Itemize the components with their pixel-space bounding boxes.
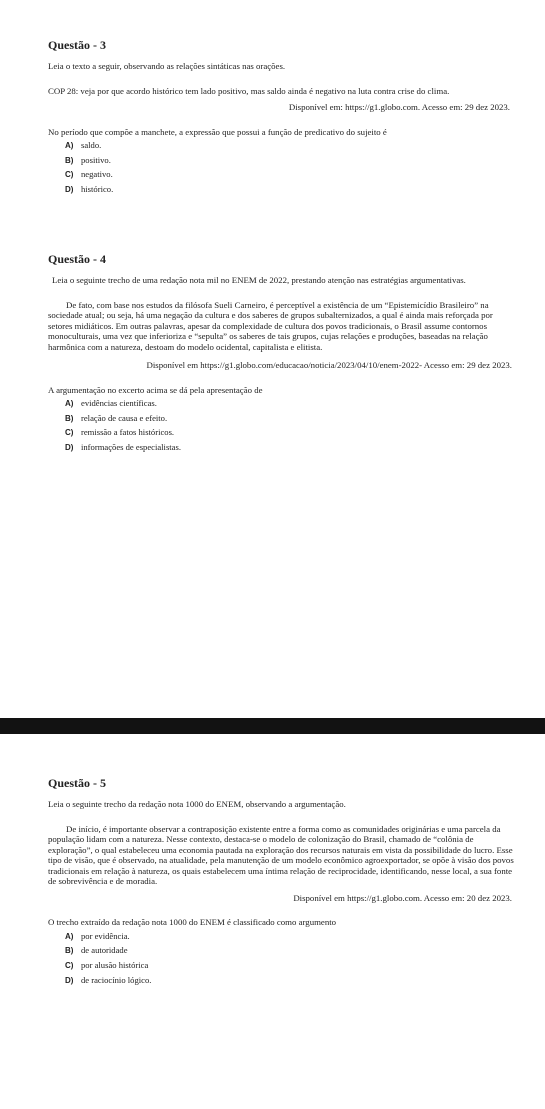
document-page-2: [0, 734, 545, 1109]
option-b[interactable]: [65, 411, 518, 426]
option-text: por alusão histórica: [81, 959, 149, 970]
question-title: Questão - 3: [48, 38, 106, 52]
option-b[interactable]: [65, 943, 518, 958]
option-letter: C): [65, 960, 74, 970]
option-text: positivo.: [81, 154, 111, 165]
headline-text: COP 28: veja por que acordo histórico tem lado positivo, mas saldo ainda é negativo na luta contra crise do clima.: [48, 85, 450, 96]
option-text: relação de causa e efeito.: [81, 412, 168, 423]
option-letter: D): [65, 975, 74, 985]
option-letter: A): [65, 399, 74, 408]
question-title: Questão - 5: [48, 776, 106, 790]
option-a[interactable]: [65, 138, 518, 153]
option-text: negativo.: [81, 169, 113, 180]
option-a[interactable]: [65, 929, 518, 944]
option-text: informações de especialistas.: [81, 442, 181, 453]
question-3: [48, 38, 518, 197]
question-prompt: No período que compõe a manchete, a expressão que possui a função de predicativo do sujeito é: [48, 126, 387, 137]
answer-options: [48, 929, 518, 988]
option-letter: B): [65, 413, 74, 423]
option-c[interactable]: [65, 425, 518, 440]
option-text: por evidência.: [81, 930, 130, 941]
source-citation: Disponível em: https://g1.globo.com. Acesso em: 29 dez 2023.: [288, 102, 510, 112]
option-d[interactable]: [65, 182, 518, 197]
option-text: de raciocínio lógico.: [81, 974, 152, 985]
question-prompt: A argumentação no excerto acima se dá pela apresentação de: [48, 384, 263, 395]
option-c[interactable]: [65, 958, 518, 973]
question-title: Questão - 4: [48, 252, 106, 266]
option-d[interactable]: [65, 973, 518, 988]
option-letter: D): [65, 443, 74, 453]
option-letter: A): [65, 931, 74, 941]
source-citation: Disponível em https://g1.globo.com/educacao/noticia/2023/04/10/enem-2022- Acesso em: 29 dez 2023.: [146, 360, 512, 370]
option-letter: A): [65, 141, 74, 150]
option-a[interactable]: [65, 396, 518, 411]
question-intro: Leia o seguinte trecho de uma redação nota mil no ENEM de 2022, prestando atenção nas estratégias argumentativas.: [52, 275, 466, 285]
page-break-divider: [0, 718, 545, 734]
option-text: saldo.: [81, 140, 102, 150]
answer-options: [48, 396, 518, 455]
question-5: [48, 776, 518, 987]
option-c[interactable]: [65, 167, 518, 182]
answer-options: [48, 138, 518, 197]
question-intro: Leia o seguinte trecho da redação nota 1000 do ENEM, observando a argumentação.: [48, 799, 346, 809]
excerpt-text: De início, é importante observar a contraposição existente entre a forma como as comunidades originárias e uma parcela da população lidam com a natureza. Nesse contexto, destaca-se o modelo de colonização do Brasil, chamado de “colônia de exploração”, o qual estabeleceu uma economia pautada na exploração dos recursos naturais em vista da possibilidade do lucro. Esse tipo de visão, que é observado, na atualidade, pela manutenção de um modelo econômico agroexportador, se opõe à visão dos povos tradicionais em relação à natureza, os quais estabelecem uma íntima relação de reciprocidade, identificando, nesse local, a sua fonte de sobrevivência e de moradia.: [48, 823, 514, 886]
option-text: remissão a fatos históricos.: [81, 427, 175, 438]
option-text: de autoridade: [81, 945, 128, 956]
option-letter: C): [65, 170, 74, 180]
option-d[interactable]: [65, 440, 518, 455]
source-citation: Disponível em https://g1.globo.com. Acesso em: 20 dez 2023.: [293, 892, 512, 903]
excerpt-text: De fato, com base nos estudos da filósofa Sueli Carneiro, é perceptível a existência de um “Epistemicídio Brasileiro” na sociedade atual; ou seja, há uma negação da cultura e dos saberes de grupos subalternizados, a qual é ainda mais reforçada por setores midiáticos. Em outras palavras, apesar da complexidade de cultura dos povos tradicionais, o Brasil assume contornos monoculturais, uma vez que inferioriza e “sepulta” os saberes de tais grupos, cujas relações e produções, baseadas na relação harmônica com a natureza, destoam do modelo ocidental, capitalista e elitista.: [48, 299, 493, 352]
option-text: evidências científicas.: [81, 398, 157, 408]
question-4: [48, 252, 518, 455]
option-letter: C): [65, 428, 74, 438]
question-prompt: O trecho extraído da redação nota 1000 do ENEM é classificado como argumento: [48, 917, 337, 927]
option-text: histórico.: [81, 184, 114, 195]
option-letter: B): [65, 946, 74, 956]
option-b[interactable]: [65, 153, 518, 168]
option-letter: D): [65, 185, 74, 195]
option-letter: B): [65, 155, 74, 165]
question-intro: Leia o texto a seguir, observando as relações sintáticas nas orações.: [48, 61, 286, 71]
